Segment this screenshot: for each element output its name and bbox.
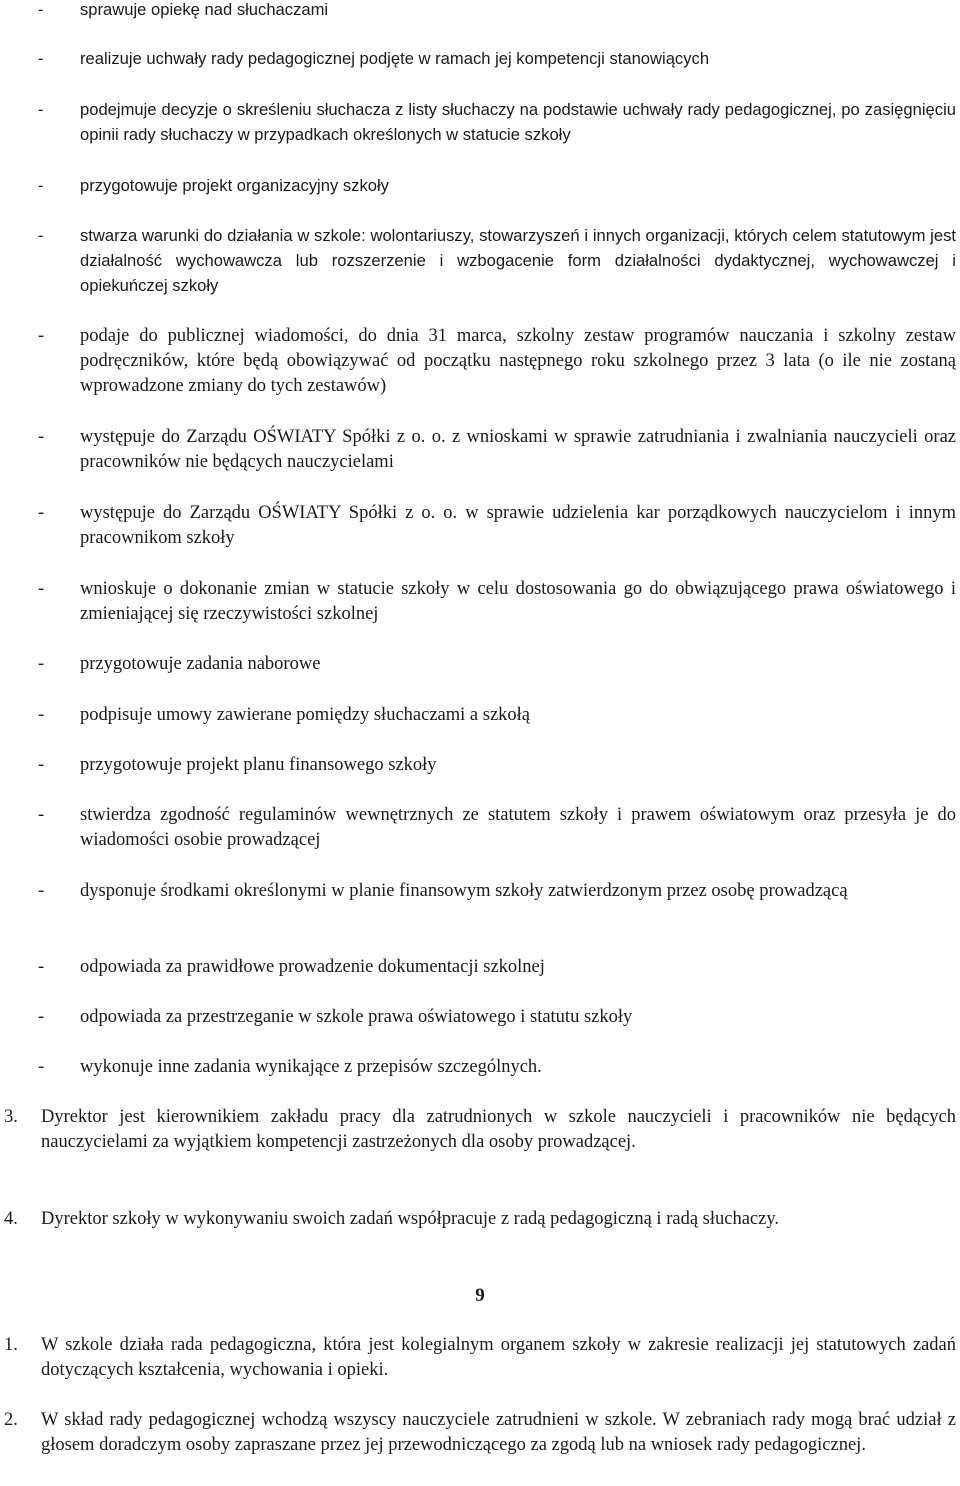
list-item bbox=[38, 425, 956, 475]
paragraph-number: 1. bbox=[4, 1335, 18, 1355]
list-dash: - bbox=[38, 579, 45, 599]
list-item-text: występuje do Zarządu OŚWIATY Spółki z o. o. z wnioskami w sprawie zatrudniania i zwalniania nauczycieli oraz pracowników nie będących nauczycielami bbox=[80, 427, 956, 472]
paragraph-text: W szkole działa rada pedagogiczna, która jest kolegialnym organem szkoły w zakresie realizacji jej statutowych zadań dotyczących kształcenia, wychowania i opieki. bbox=[41, 1335, 956, 1380]
list-item bbox=[38, 223, 956, 298]
list-item-text: przygotowuje zadania naborowe bbox=[80, 654, 321, 674]
paragraph-text: Dyrektor szkoły w wykonywaniu swoich zadań współpracuje z radą pedagogiczną i radą słuchaczy. bbox=[41, 1209, 780, 1229]
paragraph-number: 3. bbox=[4, 1107, 18, 1127]
list-item-text: występuje do Zarządu OŚWIATY Spółki z o. o. w sprawie udzielenia kar porządkowych nauczycielom i innym pracownikom szkoły bbox=[80, 503, 956, 548]
list-item bbox=[38, 1005, 956, 1030]
list-item-text: przygotowuje projekt organizacyjny szkoły bbox=[80, 176, 389, 195]
list-item-text: sprawuje opiekę nad słuchaczami bbox=[80, 0, 329, 19]
numbered-paragraph bbox=[4, 1408, 956, 1458]
list-dash: - bbox=[38, 176, 44, 195]
list-item bbox=[38, 879, 956, 904]
list-item-text: przygotowuje projekt planu finansowego szkoły bbox=[80, 755, 437, 775]
list-dash: - bbox=[38, 654, 45, 674]
section-heading bbox=[0, 1283, 960, 1308]
paragraph-number: 2. bbox=[4, 1410, 18, 1430]
list-item-text: wykonuje inne zadania wynikające z przepisów szczególnych. bbox=[80, 1057, 542, 1077]
list-dash: - bbox=[38, 755, 45, 775]
paragraph-number: 4. bbox=[4, 1209, 18, 1229]
list-item-text: dysponuje środkami określonymi w planie finansowym szkoły zatwierdzonym przez osobę prowadzącą bbox=[80, 881, 848, 901]
list-item-text: odpowiada za prawidłowe prowadzenie dokumentacji szkolnej bbox=[80, 957, 545, 977]
paragraph-text: Dyrektor jest kierownikiem zakładu pracy dla zatrudnionych w szkole nauczycieli i pracowników nie będących nauczycielami za wyjątkiem kompetencji zastrzeżonych dla osoby prowadzącej. bbox=[41, 1107, 956, 1152]
list-item bbox=[38, 324, 956, 399]
list-item bbox=[38, 1055, 956, 1080]
list-item bbox=[38, 501, 956, 551]
list-item bbox=[38, 173, 956, 198]
list-item-text: wnioskuje o dokonanie zmian w statucie szkoły w celu dostosowania go do obwiązującego prawa oświatowego i zmieniającej się rzeczywistości szkolnej bbox=[80, 579, 956, 624]
list-dash: - bbox=[38, 503, 45, 523]
list-dash: - bbox=[38, 805, 45, 825]
list-item bbox=[38, 955, 956, 980]
list-item bbox=[38, 0, 956, 22]
list-dash: - bbox=[38, 705, 45, 725]
list-dash: - bbox=[38, 881, 45, 901]
list-item bbox=[38, 46, 956, 71]
list-item-text: stwarza warunki do działania w szkole: wolontariuszy, stowarzyszeń i innych organizacji, których celem statutowym jest działalność wychowawcza lub rozszerzenie i wzbogacenie form działalności dydaktycznej, wychowawczej i opiekuńczej szkoły bbox=[80, 226, 956, 295]
list-dash: - bbox=[38, 0, 44, 19]
list-item bbox=[38, 97, 956, 147]
numbered-paragraph bbox=[4, 1105, 956, 1155]
list-item bbox=[38, 753, 956, 778]
list-item-text: podaje do publicznej wiadomości, do dnia 31 marca, szkolny zestaw programów nauczania i szkolny zestaw podręczników, które będą obowiązywać od początku następnego roku szkolnego przez 3 lata (o ile nie zostaną wprowadzone zmiany do tych zestawów) bbox=[80, 326, 956, 396]
paragraph-text: W skład rady pedagogicznej wchodzą wszyscy nauczyciele zatrudnieni w szkole. W zebraniach rady mogą brać udział z głosem doradczym osoby zapraszane przez jej przewodniczącego za zgodą lub na wniosek rady pedagogicznej. bbox=[41, 1410, 956, 1455]
section-number: 9 bbox=[475, 1285, 485, 1306]
list-item bbox=[38, 803, 956, 853]
numbered-paragraph bbox=[4, 1333, 956, 1383]
numbered-paragraph bbox=[4, 1207, 956, 1232]
list-item-text: podejmuje decyzje o skreśleniu słuchacza z listy słuchaczy na podstawie uchwały rady pedagogicznej, po zasięgnięciu opinii rady słuchaczy w przypadkach określonych w statucie szkoły bbox=[80, 100, 956, 144]
list-dash: - bbox=[38, 226, 44, 245]
list-dash: - bbox=[38, 326, 45, 346]
list-item bbox=[38, 703, 956, 728]
list-dash: - bbox=[38, 100, 44, 119]
list-dash: - bbox=[38, 49, 44, 68]
list-item bbox=[38, 577, 956, 627]
list-dash: - bbox=[38, 1057, 45, 1077]
list-item bbox=[38, 652, 956, 677]
list-item-text: podpisuje umowy zawierane pomiędzy słuchaczami a szkołą bbox=[80, 705, 531, 725]
list-item-text: realizuje uchwały rady pedagogicznej podjęte w ramach jej kompetencji stanowiących bbox=[80, 49, 710, 68]
list-dash: - bbox=[38, 957, 45, 977]
list-dash: - bbox=[38, 1007, 45, 1027]
list-dash: - bbox=[38, 427, 45, 447]
list-item-text: stwierdza zgodność regulaminów wewnętrznych ze statutem szkoły i prawem oświatowym oraz przesyła je do wiadomości osobie prowadzącej bbox=[80, 805, 956, 850]
list-item-text: odpowiada za przestrzeganie w szkole prawa oświatowego i statutu szkoły bbox=[80, 1007, 633, 1027]
